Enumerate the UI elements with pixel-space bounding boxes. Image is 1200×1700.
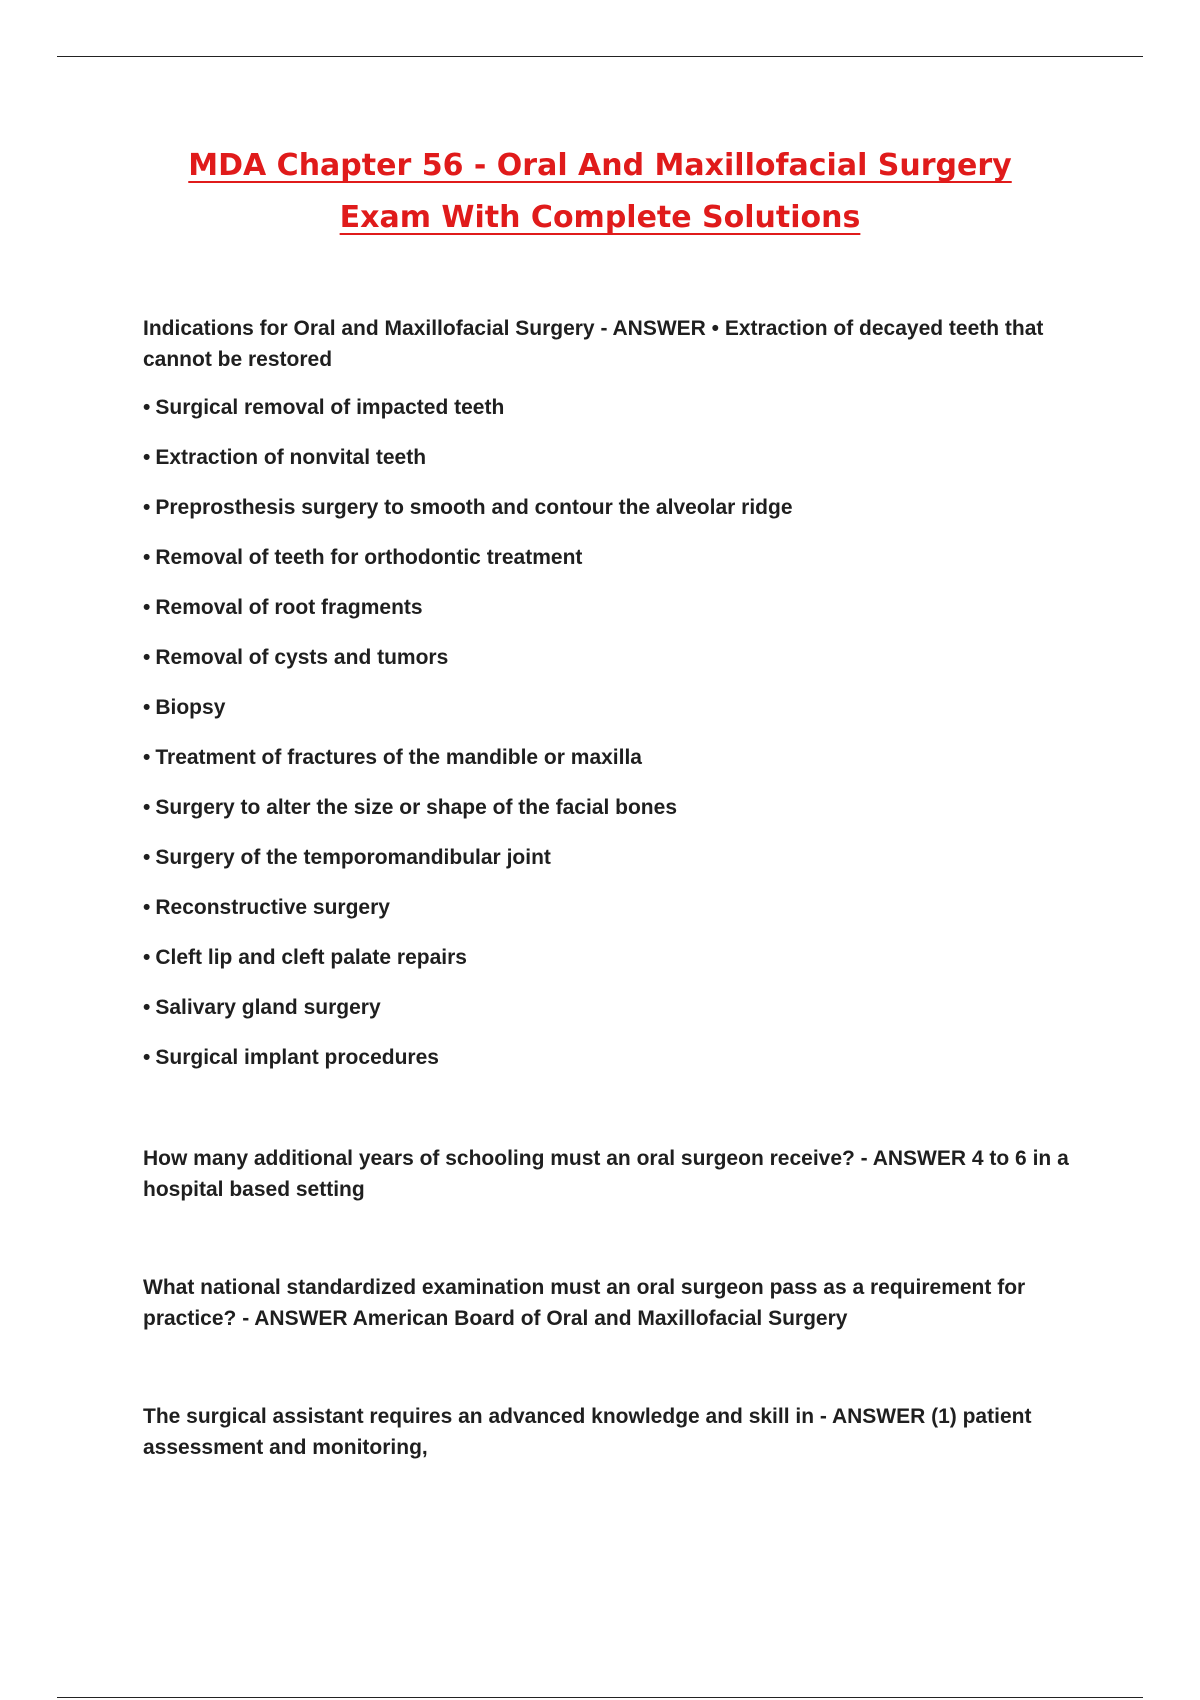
list-item: • Surgical implant procedures (143, 1043, 1093, 1073)
list-item: • Surgery to alter the size or shape of the facial bones (143, 793, 1093, 823)
list-item: • Treatment of fractures of the mandible or maxilla (143, 743, 1093, 773)
question-3: What national standardized examination must an oral surgeon pass as a requirement for practice? - ANSWER American Board of Oral and Maxillofacial Surgery (143, 1276, 1026, 1330)
indications-list (143, 393, 1093, 1073)
list-item: • Removal of teeth for orthodontic treatment (143, 543, 1093, 573)
document-title (0, 140, 1200, 244)
title-line-1: MDA Chapter 56 - Oral And Maxillofacial Surgery (188, 148, 1012, 183)
title-line-2: Exam With Complete Solutions (339, 200, 861, 235)
list-item: • Surgery of the temporomandibular joint (143, 843, 1093, 873)
document-body (143, 314, 1093, 1463)
bottom-rule (57, 1697, 1143, 1698)
list-item: • Removal of cysts and tumors (143, 643, 1093, 673)
list-item: • Salivary gland surgery (143, 993, 1093, 1023)
list-item: • Surgical removal of impacted teeth (143, 393, 1093, 423)
list-item: • Cleft lip and cleft palate repairs (143, 943, 1093, 973)
list-item: • Biopsy (143, 693, 1093, 723)
list-item: • Extraction of nonvital teeth (143, 443, 1093, 473)
list-item: • Preprosthesis surgery to smooth and contour the alveolar ridge (143, 493, 1093, 523)
question-4: The surgical assistant requires an advanced knowledge and skill in - ANSWER (1) patient assessment and monitoring, (143, 1405, 1032, 1459)
top-rule (57, 56, 1143, 57)
list-item: • Reconstructive surgery (143, 893, 1093, 923)
question-1: Indications for Oral and Maxillofacial Surgery - ANSWER • Extraction of decayed teeth that cannot be restored (143, 317, 1044, 371)
list-item: • Removal of root fragments (143, 593, 1093, 623)
question-2: How many additional years of schooling must an oral surgeon receive? - ANSWER 4 to 6 in a hospital based setting (143, 1147, 1069, 1201)
